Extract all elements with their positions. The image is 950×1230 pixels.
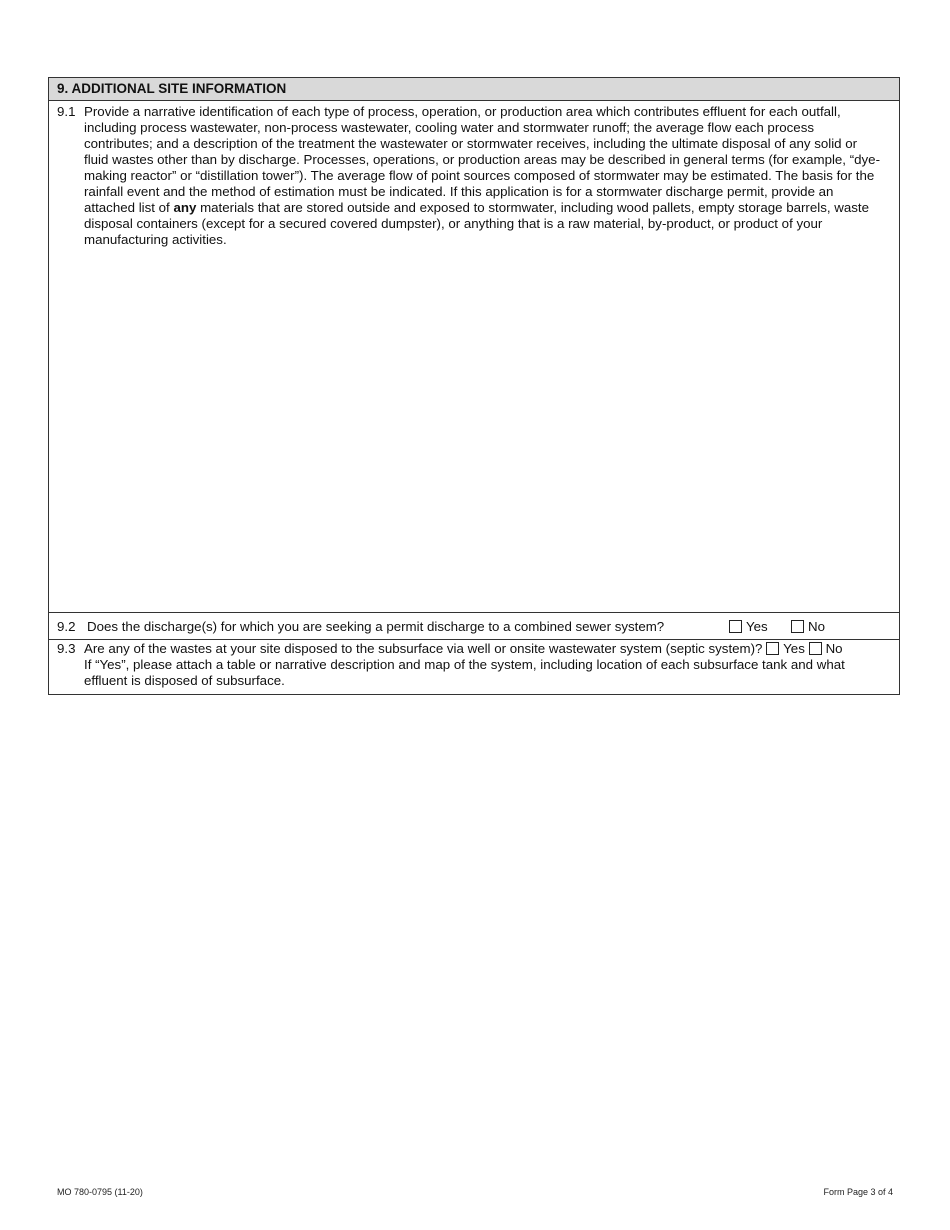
question-number: 9.2 xyxy=(57,619,76,634)
yes-option: Yes xyxy=(729,619,768,635)
question-9-2 xyxy=(49,613,899,640)
no-option: No xyxy=(791,619,825,635)
question-9-1 xyxy=(49,101,899,613)
yes-option: Yes xyxy=(766,641,805,656)
no-checkbox[interactable] xyxy=(791,620,804,633)
section-header: 9. ADDITIONAL SITE INFORMATION xyxy=(49,78,899,101)
yes-checkbox[interactable] xyxy=(729,620,742,633)
yes-checkbox[interactable] xyxy=(766,642,779,655)
emphasis-any: any xyxy=(173,200,197,215)
question-text: Does the discharge(s) for which you are seeking a permit discharge to a combined sewer system? xyxy=(87,619,665,634)
additional-site-information-section xyxy=(48,77,900,695)
question-text: Are any of the wastes at your site disposed to the subsurface via well or onsite wastewater system (septic system)? xyxy=(84,641,763,656)
followup-instructions: If “Yes”, please attach a table or narrative description and map of the system, including location of each subsurface tank and what effluent is disposed of subsurface. xyxy=(84,657,845,688)
question-number: 9.1 xyxy=(57,104,76,119)
question-number: 9.3 xyxy=(57,641,76,656)
question-text: Provide a narrative identification of each type of process, operation, or production area which contributes effluent for each outfall, including process wastewater, non-process wastewater, cooling water and stormwater runoff; the average flow each process contributes; and a description of the treatment the wastewater or stormwater receives, including the ultimate disposal of any solid or fluid wastes other than by discharge. Processes, operations, or production areas may be described in general terms (for example, “dye-making reactor” or “distillation tower”). The average flow of point sources composed of stormwater may be estimated. The basis for the rainfall event and the method of estimation must be indicated. If this application is for a stormwater discharge permit, provide an attached list of any materials that are stored outside and exposed to stormwater, including wood pallets, empty storage barrels, waste disposal containers (except for a secured covered dumpster), or anything that is a raw material, by-product, or product of your manufacturing activities. xyxy=(84,104,880,247)
question-9-3 xyxy=(49,640,899,695)
no-option: No xyxy=(809,641,843,656)
form-id: MO 780-0795 (11-20) xyxy=(57,1187,143,1197)
page-number: Form Page 3 of 4 xyxy=(823,1187,893,1197)
no-checkbox[interactable] xyxy=(809,642,822,655)
